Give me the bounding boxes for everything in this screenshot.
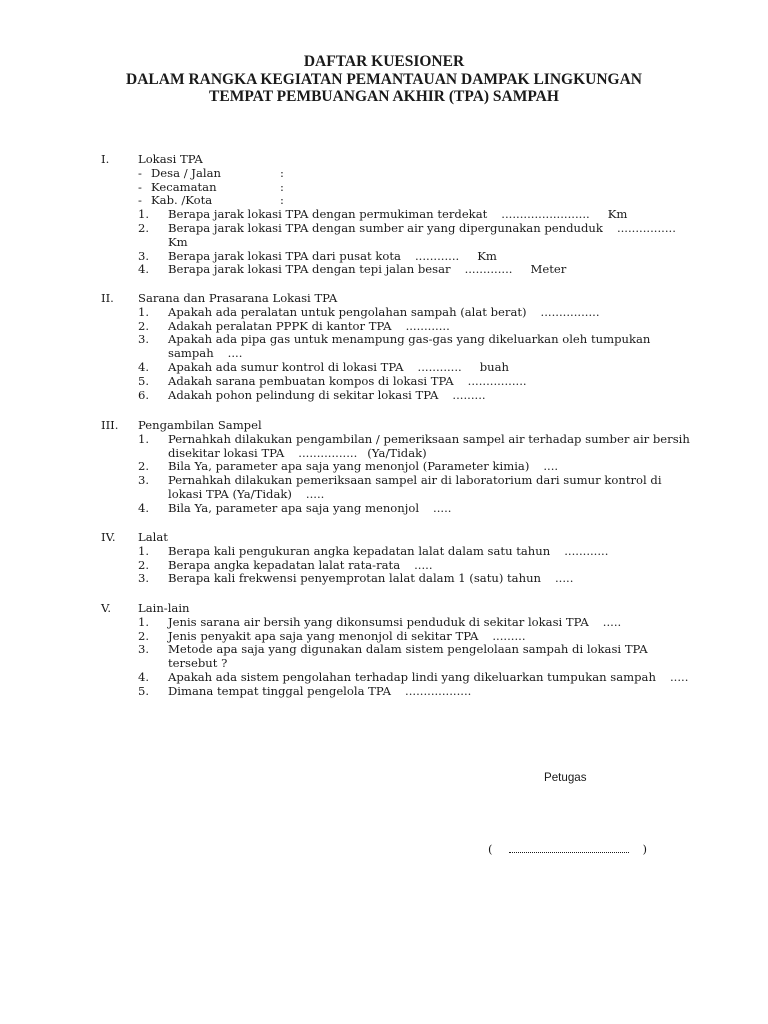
section-number: III. — [101, 418, 119, 432]
section-title: Lokasi TPA — [138, 152, 203, 166]
question-item — [0, 375, 768, 389]
answer-blank: ..... — [305, 486, 325, 501]
item-number: 3. — [138, 642, 150, 657]
item-number: 2. — [138, 459, 150, 474]
section-pengambilan-sampel — [0, 419, 768, 516]
question-text: Bila Ya, parameter apa saja yang menonjol (Parameter kimia) — [168, 459, 530, 474]
location-label: Kecamatan — [151, 179, 217, 194]
item-number: 3. — [138, 248, 150, 263]
question-text: Jenis penyakit apa saja yang menonjol di sekitar TPA — [168, 628, 479, 643]
item-number: 4. — [138, 669, 150, 684]
question-item — [0, 643, 768, 671]
answer-blank: ................ — [540, 304, 600, 319]
question-item — [0, 433, 768, 461]
answer-blank: ................ — [298, 445, 358, 460]
question-text: Bila Ya, parameter apa saja yang menonjol — [168, 500, 420, 515]
question-item — [0, 208, 768, 222]
question-text: Dimana tempat tinggal pengelola TPA — [168, 683, 392, 698]
answer-blank: ......... — [452, 387, 486, 402]
question-text: Berapa jarak lokasi TPA dengan sumber air yang dipergunakan penduduk — [168, 220, 603, 235]
answer-blank: ..... — [555, 571, 574, 586]
answer-blank: ..... — [433, 500, 452, 515]
unit-label: Km — [168, 234, 188, 249]
answer-blank: .... — [543, 459, 559, 474]
item-number: 2. — [138, 318, 150, 333]
section-number: II. — [101, 291, 114, 305]
section-number: I. — [101, 152, 110, 166]
answer-blank: .................. — [405, 683, 472, 698]
question-text: Berapa jarak lokasi TPA dengan tepi jalan besar — [168, 262, 451, 277]
location-colon: : — [280, 165, 284, 180]
answer-blank: ......... — [492, 628, 526, 643]
officer-label: Petugas — [544, 771, 587, 784]
section-number: V. — [101, 601, 112, 615]
signature-blank — [509, 841, 629, 853]
question-text: Pernahkah dilakukan pengambilan / pemeriksaan sampel air terhadap sumber air bersih disekitar lokasi TPA — [168, 431, 690, 460]
question-text: Adakah sarana pembuatan kompos di lokasi TPA — [168, 373, 454, 388]
section-heading — [0, 292, 768, 306]
question-item — [0, 320, 768, 334]
item-number: 1. — [138, 431, 150, 446]
bullet-dash: - — [138, 179, 142, 194]
question-text: Pernahkah dilakukan pemeriksaan sampel air di laboratorium dari sumur kontrol di lokasi TPA (Ya/Tidak) — [168, 473, 662, 501]
question-item — [0, 630, 768, 644]
item-number: 3. — [138, 473, 150, 488]
question-item — [0, 361, 768, 375]
open-parenthesis: ( — [488, 842, 493, 856]
section-heading — [0, 602, 768, 616]
item-number: 2. — [138, 557, 150, 572]
item-number: 5. — [138, 373, 150, 388]
section-lain-lain — [0, 602, 768, 699]
answer-blank: ............. — [464, 262, 513, 277]
item-number: 4. — [138, 500, 150, 515]
location-colon: : — [280, 193, 284, 208]
section-title: Sarana dan Prasarana Lokasi TPA — [138, 291, 338, 305]
question-text: Apakah ada pipa gas untuk menampung gas-gas yang dikeluarkan oleh tumpukan sampah — [168, 332, 651, 361]
section-heading — [0, 419, 768, 433]
question-item — [0, 474, 768, 502]
document-title-block — [0, 53, 768, 106]
item-number: 4. — [138, 359, 150, 374]
section-title: Lain-lain — [138, 601, 190, 615]
item-number: 3. — [138, 332, 150, 347]
location-row-kota — [0, 194, 768, 208]
item-number: 1. — [138, 304, 150, 319]
location-colon: : — [280, 179, 284, 194]
location-row-desa — [0, 167, 768, 181]
unit-label: Km — [477, 248, 497, 263]
question-text: Berapa jarak lokasi TPA dengan permukiman terdekat — [168, 207, 488, 222]
close-parenthesis: ) — [642, 842, 648, 856]
item-number: 1. — [138, 543, 150, 558]
question-text: Apakah ada peralatan untuk pengolahan sampah (alat berat) — [168, 304, 527, 319]
section-title: Pengambilan Sampel — [138, 418, 262, 432]
answer-blank: ..... — [669, 669, 689, 684]
question-text: Berapa kali frekwensi penyemprotan lalat dalam 1 (satu) tahun — [168, 571, 541, 586]
question-item — [0, 250, 768, 264]
question-text: Berapa kali pengukuran angka kepadatan lalat dalam satu tahun — [168, 543, 551, 558]
question-item — [0, 306, 768, 320]
item-number: 2. — [138, 220, 150, 235]
section-lalat — [0, 531, 768, 586]
section-lokasi-tpa — [0, 153, 768, 277]
item-number: 2. — [138, 628, 150, 643]
question-text: Berapa angka kepadatan lalat rata-rata — [168, 557, 401, 572]
yes-no-label: (Ya/Tidak) — [367, 445, 427, 460]
answer-blank: .... — [227, 346, 243, 361]
question-item — [0, 559, 768, 573]
section-heading — [0, 531, 768, 545]
question-item — [0, 616, 768, 630]
answer-blank: ................ — [616, 220, 676, 235]
bullet-dash: - — [138, 193, 142, 208]
question-text: Adakah peralatan PPPK di kantor TPA — [168, 318, 392, 333]
answer-blank: ........................ — [501, 207, 590, 222]
question-item — [0, 263, 768, 277]
section-number: IV. — [101, 530, 116, 544]
question-item — [0, 572, 768, 586]
question-item — [0, 671, 768, 685]
question-item — [0, 389, 768, 403]
answer-blank: ................ — [467, 373, 527, 388]
question-item — [0, 333, 768, 361]
item-number: 5. — [138, 683, 150, 698]
answer-blank: ............ — [405, 318, 450, 333]
question-item — [0, 545, 768, 559]
question-text: Apakah ada sistem pengolahan terhadap lindi yang dikeluarkan tumpukan sampah — [168, 669, 656, 684]
answer-blank: ..... — [602, 614, 622, 629]
answer-blank: ............ — [417, 359, 462, 374]
question-item — [0, 460, 768, 474]
location-label: Desa / Jalan — [151, 165, 221, 180]
item-number: 6. — [138, 387, 150, 402]
item-number: 1. — [138, 614, 150, 629]
question-text: Jenis sarana air bersih yang dikonsumsi penduduk di sekitar lokasi TPA — [168, 614, 589, 629]
item-number: 3. — [138, 571, 150, 586]
section-sarana-prasarana — [0, 292, 768, 402]
question-text: Adakah pohon pelindung di sekitar lokasi TPA — [168, 387, 439, 402]
section-heading — [0, 153, 768, 167]
unit-label: Meter — [530, 262, 567, 277]
signature-line — [488, 841, 647, 856]
title-line-2: DALAM RANGKA KEGIATAN PEMANTAUAN DAMPAK LINGKUNGAN — [126, 70, 642, 88]
answer-blank: ............ — [414, 248, 460, 263]
question-item — [0, 502, 768, 516]
location-row-kecamatan — [0, 181, 768, 195]
answer-blank: ..... — [414, 557, 433, 572]
question-text: Berapa jarak lokasi TPA dari pusat kota — [168, 248, 401, 263]
unit-label: Km — [607, 207, 628, 222]
bullet-dash: - — [138, 165, 142, 180]
unit-label: buah — [479, 359, 510, 374]
title-line-3: TEMPAT PEMBUANGAN AKHIR (TPA) SAMPAH — [209, 88, 559, 105]
item-number: 4. — [138, 262, 150, 277]
question-item — [0, 685, 768, 699]
section-title: Lalat — [138, 530, 168, 544]
question-item — [0, 222, 768, 250]
answer-blank: ............ — [564, 543, 609, 558]
item-number: 1. — [138, 207, 150, 222]
question-text: Apakah ada sumur kontrol di lokasi TPA — [168, 359, 404, 374]
question-text: Metode apa saja yang digunakan dalam sistem pengelolaan sampah di lokasi TPA tersebut ? — [168, 642, 648, 671]
location-label: Kab. /Kota — [151, 193, 213, 208]
title-line-1: DAFTAR KUESIONER — [303, 53, 465, 70]
